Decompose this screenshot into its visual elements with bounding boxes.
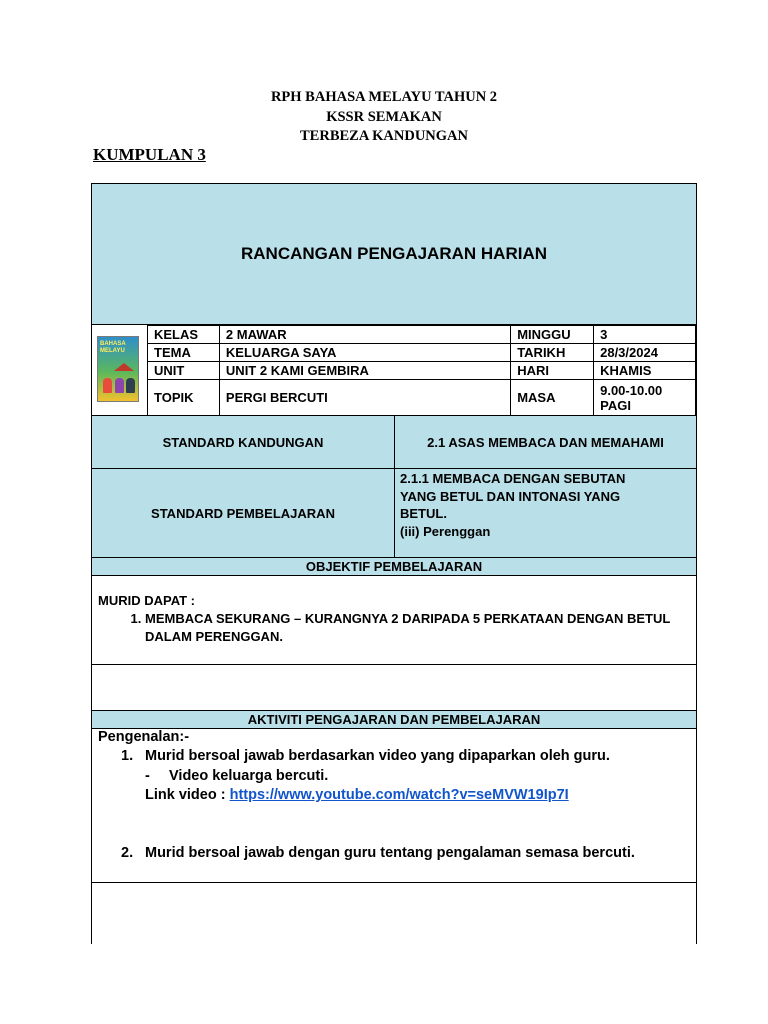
info-row-unit xyxy=(148,362,696,380)
video-link[interactable]: https://www.youtube.com/watch?v=seMVW19Ip7I xyxy=(229,787,569,803)
objektif-heading: OBJEKTIF PEMBELAJARAN xyxy=(92,558,696,576)
label-minggu: MINGGU xyxy=(511,326,594,344)
label-unit: UNIT xyxy=(148,362,220,380)
info-row-kelas xyxy=(148,326,696,344)
group-title: KUMPULAN 3 xyxy=(93,145,206,164)
header-line-1: RPH BAHASA MELAYU TAHUN 2 xyxy=(270,89,498,105)
child-figure-icon xyxy=(103,378,112,393)
standard-pembelajaran-row xyxy=(92,469,696,558)
value-hari: KHAMIS xyxy=(594,362,696,380)
label-tema: TEMA xyxy=(148,344,220,362)
child-figure-icon xyxy=(115,378,124,393)
objektif-list xyxy=(98,610,688,646)
lesson-plan-table xyxy=(91,183,697,944)
aktiviti-intro: Pengenalan:- xyxy=(98,729,190,745)
standard-kandungan-value: 2.1 ASAS MEMBACA DAN MEMAHAMI xyxy=(427,434,664,450)
house-icon xyxy=(114,363,134,371)
standard-kandungan-label: STANDARD KANDUNGAN xyxy=(162,434,324,450)
empty-row xyxy=(92,665,696,711)
value-tema: KELUARGA SAYA xyxy=(219,344,510,362)
value-tarikh: 28/3/2024 xyxy=(594,344,696,362)
document-header xyxy=(0,88,768,147)
aktiviti-content xyxy=(92,729,696,883)
header-line-3: TERBEZA KANDUNGAN xyxy=(300,128,468,144)
info-row-tema xyxy=(148,344,696,362)
standard-kandungan-row xyxy=(92,416,696,469)
info-table xyxy=(147,325,696,416)
objektif-intro: MURID DAPAT : xyxy=(98,593,196,608)
standard-pembelajaran-value: 2.1.1 MEMBACA DENGAN SEBUTAN YANG BETUL DAN INTONASI YANG BETUL. (iii) Perenggan xyxy=(400,471,626,539)
textbook-cover-title: BAHASA MELAYU xyxy=(100,341,126,354)
aktiviti-heading: AKTIVITI PENGAJARAN DAN PEMBELAJARAN xyxy=(92,711,696,729)
header-line-2: KSSR SEMAKAN xyxy=(326,108,442,125)
value-minggu: 3 xyxy=(594,326,696,344)
label-kelas: KELAS xyxy=(148,326,220,344)
link-video-label: Link video : xyxy=(145,787,226,803)
standard-pembelajaran-label: STANDARD PEMBELAJARAN xyxy=(151,505,335,521)
link-video-line xyxy=(145,786,569,806)
title-banner-text: RANCANGAN PENGAJARAN HARIAN xyxy=(240,244,547,263)
textbook-cover-image xyxy=(97,336,139,402)
objektif-item: 1. MEMBACA SEKURANG – KURANGNYA 2 DARIPADA 5 PERKATAAN DENGAN BETUL DALAM PERENGGAN. xyxy=(145,610,688,646)
label-topik: TOPIK xyxy=(148,380,220,416)
info-block xyxy=(92,325,696,416)
label-tarikh: TARIKH xyxy=(511,344,594,362)
aktiviti-sub-item: - Video keluarga bercuti. xyxy=(145,768,329,784)
title-banner xyxy=(92,184,696,325)
value-kelas: 2 MAWAR xyxy=(219,326,510,344)
label-masa: MASA xyxy=(511,380,594,416)
label-hari: HARI xyxy=(511,362,594,380)
value-topik: PERGI BERCUTI xyxy=(219,380,510,416)
aktiviti-item-2: 2. Murid bersoal jawab dengan guru tentang pengalaman semasa bercuti. xyxy=(121,845,635,861)
child-figure-icon xyxy=(126,378,135,393)
aktiviti-item-1: 1. Murid bersoal jawab berdasarkan video yang dipaparkan oleh guru. xyxy=(121,748,610,764)
info-row-topik xyxy=(148,380,696,416)
objektif-content xyxy=(92,576,696,665)
value-unit: UNIT 2 KAMI GEMBIRA xyxy=(219,362,510,380)
value-masa: 9.00-10.00 PAGI xyxy=(594,380,696,416)
